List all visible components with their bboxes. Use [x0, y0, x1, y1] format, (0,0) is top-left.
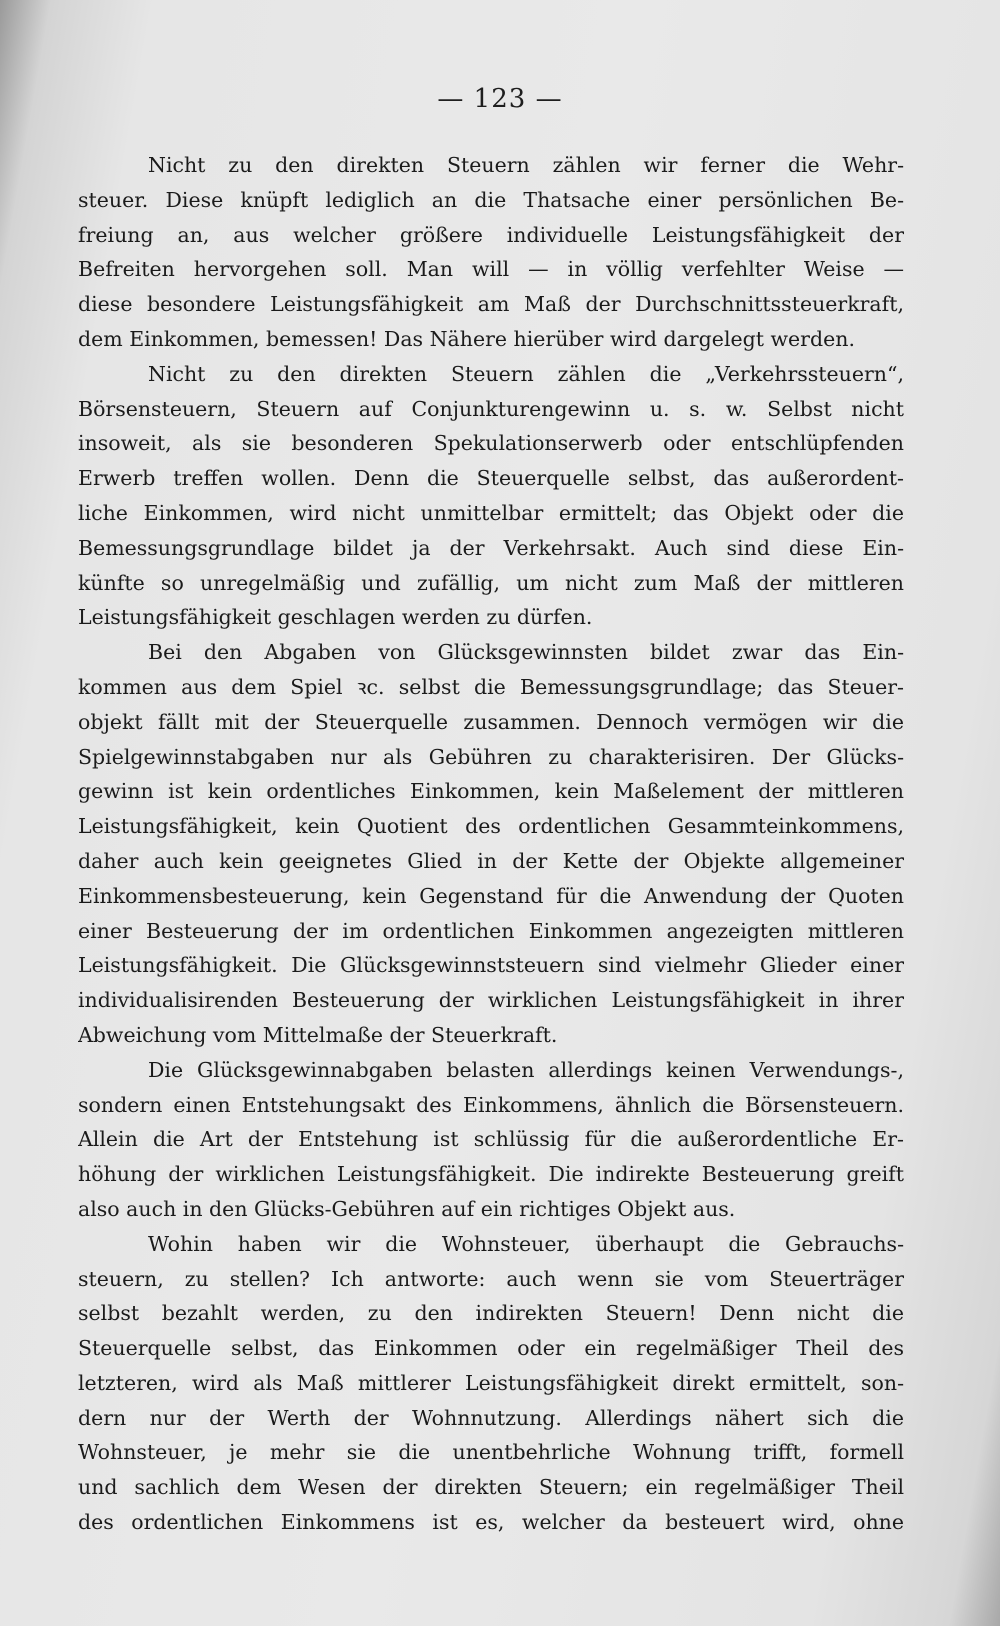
text-line: Nicht zu den direkten Steuern zählen die „Verkehrssteuern“,: [148, 361, 904, 386]
text-line: steuern, zu stellen? Ich antworte: auch wenn sie vom Steuerträger: [78, 1266, 904, 1291]
text-line: Spielgewinnstabgaben nur als Gebühren zu charakterisiren. Der Glücks-: [78, 744, 904, 769]
text-line: Börsensteuern, Steuern auf Conjunkturengewinn u. s. w. Selbst nicht: [78, 396, 904, 421]
text-line: dem Einkommen, bemessen! Das Nähere hierüber wird dargelegt werden.: [78, 326, 855, 351]
text-line: des ordentlichen Einkommens ist es, welcher da besteuert wird, ohne: [78, 1510, 904, 1535]
text-line: Wohin haben wir die Wohnsteuer, überhaupt die Gebrauchs-: [148, 1231, 904, 1256]
text-line: Leistungsfähigkeit, kein Quotient des ordentlichen Gesammteinkommens,: [78, 814, 904, 839]
text-line: selbst bezahlt werden, zu den indirekten Steuern! Denn nicht die: [78, 1301, 904, 1326]
text-line: dern nur der Werth der Wohnnutzung. Allerdings nähert sich die: [78, 1405, 904, 1430]
text-line: und sachlich dem Wesen der direkten Steuern; ein regelmäßiger Theil: [78, 1475, 904, 1500]
text-line: Leistungsfähigkeit geschlagen werden zu dürfen.: [78, 605, 593, 630]
text-line: diese besondere Leistungsfähigkeit am Maß der Durchschnittssteuerkraft,: [78, 292, 904, 317]
text-line: Einkommensbesteuerung, kein Gegenstand für die Anwendung der Quoten: [78, 883, 904, 908]
text-line: sondern einen Entstehungsakt des Einkommens, ähnlich die Börsensteuern.: [78, 1092, 904, 1117]
text-line: gewinn ist kein ordentliches Einkommen, kein Maßelement der mittleren: [78, 779, 904, 804]
text-line: objekt fällt mit der Steuerquelle zusammen. Dennoch vermögen wir die: [78, 709, 904, 734]
text-line: künfte so unregelmäßig und zufällig, um nicht zum Maß der mittleren: [78, 570, 904, 595]
text-line: Steuerquelle selbst, das Einkommen oder ein regelmäßiger Theil des: [78, 1336, 904, 1361]
text-line: steuer. Diese knüpft lediglich an die Thatsache einer persönlichen Be-: [78, 187, 904, 212]
text-line: Allein die Art der Entstehung ist schlüssig für die außerordentliche Er-: [78, 1127, 904, 1152]
text-line: liche Einkommen, wird nicht unmittelbar ermittelt; das Objekt oder die: [78, 500, 904, 525]
text-line: höhung der wirklichen Leistungsfähigkeit. Die indirekte Besteuerung greift: [78, 1162, 904, 1187]
text-line: Nicht zu den direkten Steuern zählen wir ferner die Wehr-: [148, 153, 904, 177]
page-number: — 123 —: [437, 84, 563, 114]
text-line: insoweit, als sie besonderen Spekulationserwerb oder entschlüpfenden: [78, 431, 904, 456]
text-line: Wohnsteuer, je mehr sie die unentbehrliche Wohnung trifft, formell: [78, 1440, 904, 1465]
text-line: daher auch kein geeignetes Glied in der Kette der Objekte allgemeiner: [78, 848, 904, 873]
text-line: Leistungsfähigkeit. Die Glücksgewinnststeuern sind vielmehr Glieder einer: [78, 953, 904, 978]
text-line: einer Besteuerung der im ordentlichen Einkommen angezeigten mittleren: [78, 918, 904, 943]
body-text: [78, 148, 904, 1540]
text-line: letzteren, wird als Maß mittlerer Leistungsfähigkeit direkt ermittelt, son-: [78, 1370, 904, 1395]
text-line: also auch in den Glücks-Gebühren auf ein richtiges Objekt aus.: [78, 1196, 736, 1221]
text-line: Die Glücksgewinnabgaben belasten allerdings keinen Verwendungs-,: [148, 1057, 904, 1082]
text-line: Erwerb treffen wollen. Denn die Steuerquelle selbst, das außerordent-: [78, 466, 904, 491]
text-line: freiung an, aus welcher größere individuelle Leistungsfähigkeit der: [78, 222, 904, 247]
text-line: Abweichung vom Mittelmaße der Steuerkraft.: [78, 1022, 558, 1047]
text-line: Bemessungsgrundlage bildet ja der Verkehrsakt. Auch sind diese Ein-: [78, 535, 904, 560]
text-line: individualisirenden Besteuerung der wirklichen Leistungsfähigkeit in ihrer: [78, 988, 904, 1013]
text-line: kommen aus dem Spiel ꝛc. selbst die Bemessungsgrundlage; das Steuer-: [78, 674, 904, 699]
text-line: Bei den Abgaben von Glücksgewinnsten bildet zwar das Ein-: [148, 640, 904, 665]
text-line: Befreiten hervorgehen soll. Man will — in völlig verfehlter Weise —: [78, 257, 904, 282]
